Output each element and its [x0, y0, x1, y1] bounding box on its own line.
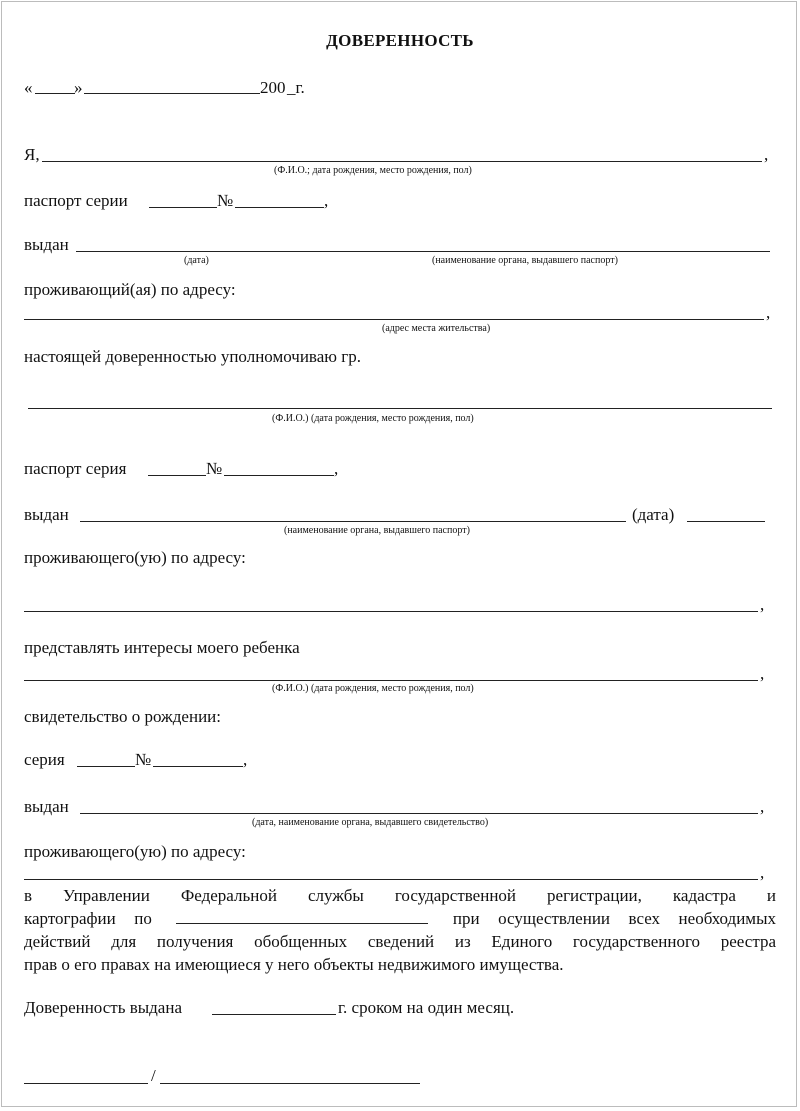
agent-passport-number-field[interactable]: [224, 475, 334, 476]
authorize-text: настоящей доверенностью уполномочиваю гр.: [24, 347, 361, 366]
no-sign: №: [206, 459, 223, 478]
principal-passport-series-field[interactable]: [149, 207, 217, 208]
comma: ,: [334, 459, 339, 478]
comma: ,: [324, 191, 329, 210]
certificate-series-label: серия: [24, 750, 65, 769]
agent-issued-label: выдан: [24, 505, 69, 524]
signature-name-field[interactable]: [160, 1083, 420, 1084]
principal-issued-label: выдан: [24, 235, 69, 254]
document-page: [1, 1, 797, 1107]
comma: ,: [764, 145, 769, 164]
date-year: 200: [260, 78, 286, 97]
principal-fio-caption: (Ф.И.О.; дата рождения, место рождения, пол): [274, 165, 472, 176]
body-line-2-start: картографии по: [24, 909, 152, 928]
signature-field[interactable]: [24, 1083, 148, 1084]
document-title: ДОВЕРЕННОСТЬ: [326, 31, 474, 50]
comma: ,: [760, 797, 765, 816]
date-open-quote: «: [24, 78, 33, 97]
child-address-field[interactable]: [24, 879, 758, 880]
body-line-3: действий для получения обобщенных сведений из Единого государственного реестра: [24, 932, 776, 951]
validity-date-field[interactable]: [212, 1014, 336, 1015]
body-line-2: [24, 907, 776, 930]
principal-address-caption: (адрес места жительства): [382, 323, 491, 334]
agent-issued-field[interactable]: [80, 521, 626, 522]
principal-date-caption: (дата): [184, 255, 209, 266]
principal-address-field[interactable]: [24, 319, 764, 320]
child-fio-caption: (Ф.И.О.) (дата рождения, место рождения, пол): [272, 683, 474, 694]
body-line-4: прав о его правах на имеющиеся у него объекты недвижимого имущества.: [24, 955, 564, 974]
certificate-number-field[interactable]: [153, 766, 243, 767]
child-address-label: проживающего(ую) по адресу:: [24, 842, 246, 861]
body-line-2-end: при осуществлении всех необходимых: [452, 909, 776, 928]
agent-organ-caption: (наименование органа, выдавшего паспорт): [284, 525, 470, 536]
principal-address-label: проживающий(ая) по адресу:: [24, 280, 236, 299]
certificate-series-field[interactable]: [77, 766, 135, 767]
principal-passport-label: паспорт серии: [24, 191, 128, 210]
validity-prefix: Доверенность выдана: [24, 998, 182, 1017]
body-line-1: в Управлении Федеральной службы государственной регистрации, кадастра и: [24, 886, 776, 905]
certificate-issued-caption: (дата, наименование органа, выдавшего свидетельство): [252, 817, 489, 828]
principal-prefix: Я,: [24, 145, 40, 164]
comma: ,: [766, 303, 771, 322]
principal-fio-field[interactable]: [42, 161, 762, 162]
agent-passport-series-field[interactable]: [148, 475, 206, 476]
comma: ,: [243, 750, 248, 769]
comma: ,: [760, 664, 765, 683]
date-month-field[interactable]: [84, 93, 260, 94]
no-sign: №: [217, 191, 234, 210]
principal-issued-field[interactable]: [76, 251, 770, 252]
date-day-field[interactable]: [35, 93, 75, 94]
agent-date-field[interactable]: [687, 521, 765, 522]
represent-child-text: представлять интересы моего ребенка: [24, 638, 300, 657]
comma: ,: [760, 595, 765, 614]
agent-date-label: (дата): [632, 505, 675, 524]
no-sign: №: [135, 750, 152, 769]
body-paragraph: [24, 884, 776, 976]
comma: ,: [760, 863, 765, 882]
birth-certificate-label: свидетельство о рождении:: [24, 707, 221, 726]
agent-fio-caption: (Ф.И.О.) (дата рождения, место рождения, пол): [272, 413, 474, 424]
child-fio-field[interactable]: [24, 680, 758, 681]
principal-organ-caption: (наименование органа, выдавшего паспорт): [432, 255, 618, 266]
signature-separator: /: [151, 1066, 156, 1085]
validity-suffix: г. сроком на один месяц.: [338, 998, 515, 1017]
certificate-issued-field[interactable]: [80, 813, 758, 814]
agent-address-label: проживающего(ую) по адресу:: [24, 548, 246, 567]
agent-passport-label: паспорт серия: [24, 459, 127, 478]
date-close-quote: »: [74, 78, 83, 97]
date-year-suffix: _г.: [287, 78, 305, 97]
region-field[interactable]: [176, 908, 428, 924]
agent-address-field[interactable]: [24, 611, 758, 612]
agent-fio-field[interactable]: [28, 408, 772, 409]
certificate-issued-label: выдан: [24, 797, 69, 816]
principal-passport-number-field[interactable]: [235, 207, 324, 208]
